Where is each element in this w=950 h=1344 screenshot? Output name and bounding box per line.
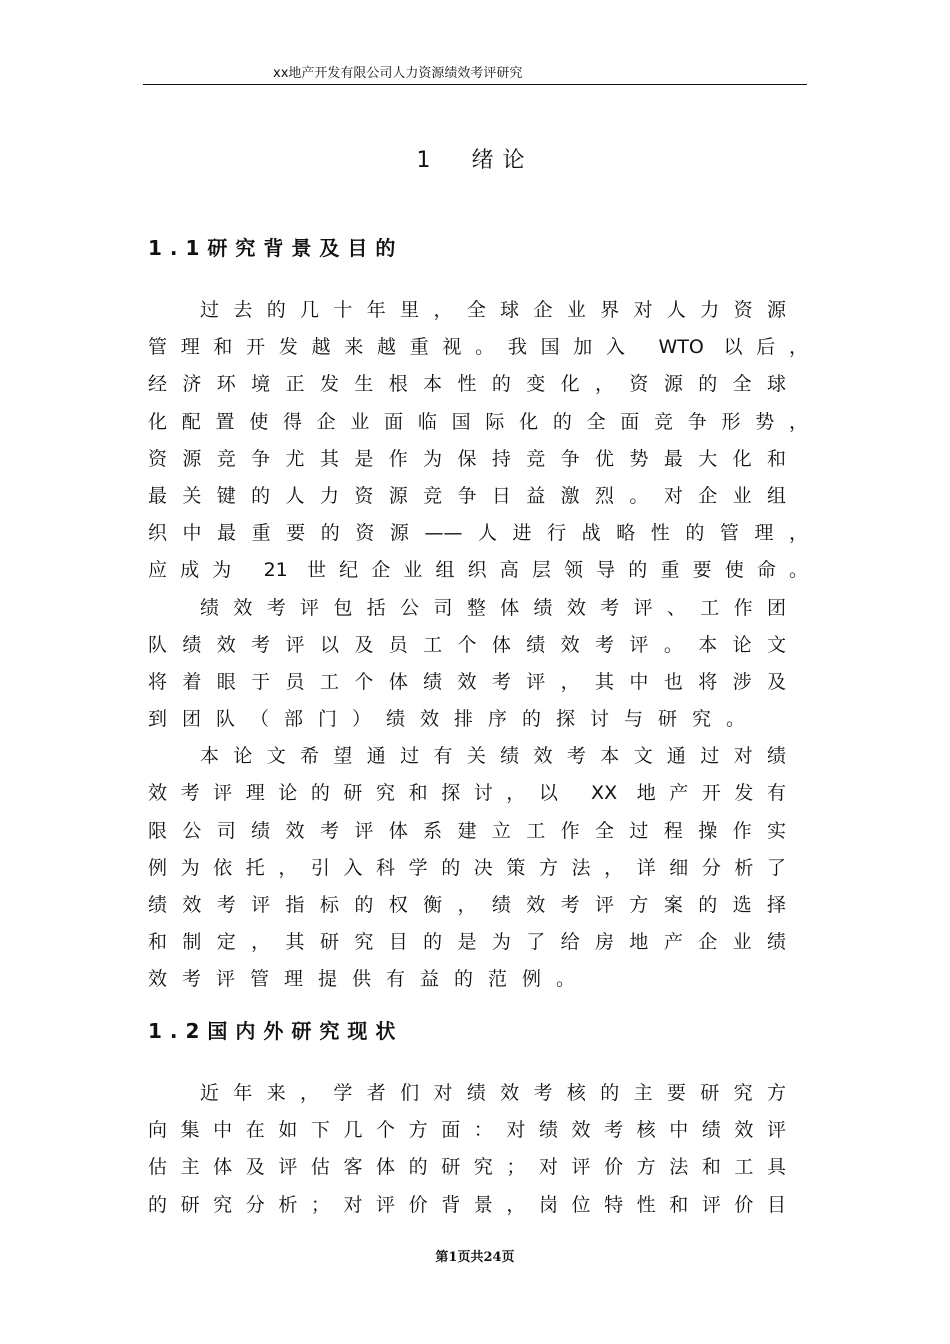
paragraph-line: 和制定，其研究目的是为了给房地产企业绩 [148, 931, 786, 954]
paragraph-line: 应成为 21 世纪企业组织高层领导的重要使命。 [148, 559, 808, 582]
running-header [143, 64, 807, 85]
section-body-1-2 [148, 1075, 808, 1224]
page-footer: 第1页共24页 [435, 1250, 515, 1265]
paragraph-line: 近年来，学者们对绩效考核的主要研究方 [200, 1082, 786, 1104]
paragraph-line: 资源竞争尤其是作为保持竞争优势最大化和 [148, 447, 786, 470]
chapter-title: 1 绪论 [416, 148, 534, 173]
paragraph-line: 绩效考评指标的权衡，绩效考评方案的选择 [148, 894, 786, 916]
section-title-1-1: 1.1研究背景及目的 [148, 236, 404, 260]
paragraph-line: 效考评管理提供有益的范例。 [148, 968, 591, 991]
paragraph-line: 管理和开发越来越重视。我国加入 WTO 以后， [148, 336, 808, 359]
paragraph-line: 的研究分析；对评价背景，岗位特性和评价目 [148, 1193, 786, 1216]
paragraph-line: 将着眼于员工个体绩效考评，其中也将涉及 [148, 670, 786, 693]
header-title: xx地产开发有限公司人力资源绩效考评研究 [273, 66, 523, 81]
paragraph-line: 例为依托，引入科学的决策方法，详细分析了 [148, 856, 786, 879]
paragraph-line: 化配置使得企业面临国际化的全面竞争形势， [148, 410, 808, 433]
paragraph-line: 向集中在如下几个方面：对绩效考核中绩效评 [148, 1119, 786, 1142]
paragraph-line: 经济环境正发生根本性的变化，资源的全球 [148, 373, 786, 396]
paragraph-line: 过去的几十年里，全球企业界对人力资源 [200, 299, 786, 321]
paragraph-line: 到团队（部门）绩效排序的探讨与研究。 [148, 708, 761, 731]
paragraph-line: 织中最重要的资源——人进行战略性的管理， [148, 522, 808, 545]
section-title-1-2: 1.2国内外研究现状 [148, 1019, 404, 1043]
paragraph-line: 队绩效考评以及员工个体绩效考评。本论文 [148, 633, 786, 656]
paragraph-line: 绩效考评包括公司整体绩效考评、工作团 [200, 596, 786, 619]
paragraph-line: 最关键的人力资源竞争日益激烈。对企业组 [148, 484, 786, 507]
paragraph-line: 限公司绩效考评体系建立工作全过程操作实 [148, 819, 786, 842]
paragraph-line: 估主体及评估客体的研究；对评价方法和工具 [148, 1156, 786, 1179]
section-body-1-1 [148, 292, 808, 999]
paragraph-line: 本论文希望通过有关绩效考本文通过对绩 [200, 745, 786, 768]
paragraph-line: 效考评理论的研究和探讨，以 XX 地产开发有 [148, 782, 786, 805]
